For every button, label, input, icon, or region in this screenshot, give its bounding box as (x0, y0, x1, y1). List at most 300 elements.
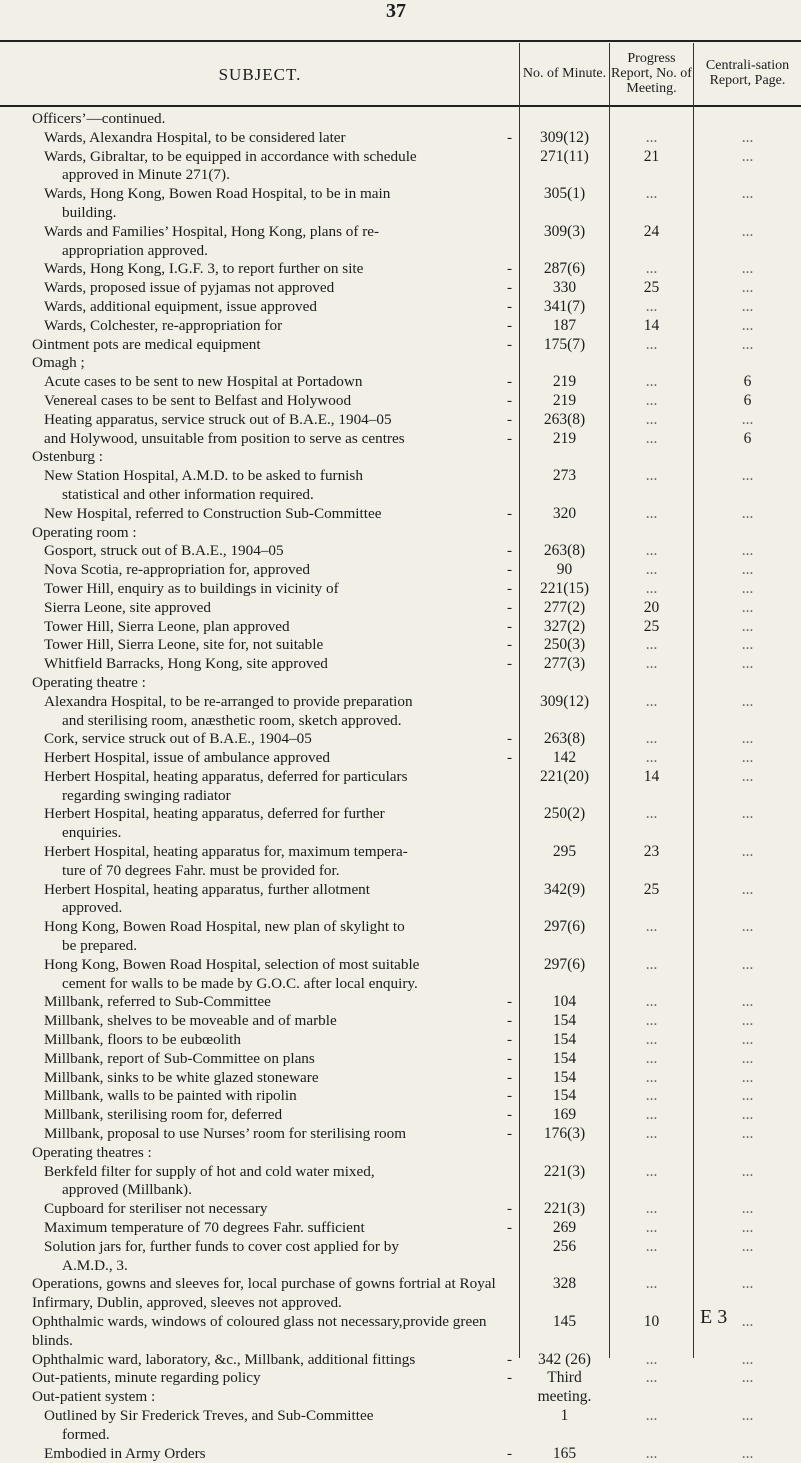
subject-text: Wards and Families’ Hospital, Hong Kong, plans of re- (44, 222, 380, 240)
progress-report-number: 24 (643, 222, 660, 240)
row-subject (0, 1445, 520, 1463)
row-subject (0, 129, 520, 148)
table-row (0, 918, 801, 956)
row-subject (0, 1275, 520, 1313)
row-subject (0, 1163, 520, 1201)
centralisation-page: ... (741, 993, 754, 1011)
table-row (0, 1238, 801, 1276)
subject-text: Ostenburg : (32, 448, 104, 466)
progress-report-number: ... (645, 1237, 658, 1255)
signature-mark: E 3 (700, 1306, 728, 1328)
minute-number: 330 (552, 279, 577, 297)
table-row (0, 1388, 801, 1407)
leader-dash: - (506, 1125, 512, 1143)
row-subject (0, 993, 520, 1012)
table-row (0, 129, 801, 148)
centralisation-page: ... (741, 1444, 754, 1462)
row-subject (0, 843, 520, 881)
centralisation-page: ... (741, 185, 754, 203)
row-subject (0, 336, 520, 355)
leader-dash: - (506, 542, 512, 560)
leader-dash: - (506, 410, 512, 428)
centralisation-page: ... (741, 467, 754, 485)
row-subject (0, 260, 520, 279)
subject-text: Venereal cases to be sent to Belfast and Holywood (44, 391, 352, 409)
minute-number: 221(3) (543, 1200, 586, 1218)
centralisation-page: ... (741, 1106, 754, 1124)
minute-number: 154 (552, 1049, 577, 1067)
row-subject (0, 148, 520, 186)
subject-text: Out-patient system : (32, 1388, 156, 1406)
subject-continuation: building. (62, 203, 117, 221)
leader-dash: - (506, 504, 512, 522)
row-subject (0, 430, 520, 449)
progress-report-number: ... (645, 1350, 658, 1368)
row-subject (0, 373, 520, 392)
table-header (0, 43, 801, 105)
row-subject (0, 1087, 520, 1106)
minute-number: 263(8) (543, 542, 586, 560)
table-row (0, 580, 801, 599)
minute-number: 297(6) (543, 918, 586, 936)
subject-continuation: trial at Royal Infirmary, Dublin, approved, sleeves not approved. (32, 1275, 496, 1312)
minute-number: 327(2) (543, 617, 586, 635)
subject-continuation: approved (Millbank). (62, 1181, 192, 1199)
table-row (0, 373, 801, 392)
progress-report-number: ... (645, 410, 658, 428)
row-subject (0, 1369, 520, 1388)
centralisation-page: ... (741, 955, 754, 973)
progress-report-number: ... (645, 185, 658, 203)
minute-number: 309(12) (539, 692, 590, 710)
progress-report-number: ... (645, 805, 658, 823)
table-row (0, 392, 801, 411)
subject-continuation: statistical and other information required. (62, 485, 314, 503)
minute-number: 250(2) (543, 805, 586, 823)
leader-dash: - (506, 1068, 512, 1086)
centralisation-page: ... (741, 1219, 754, 1237)
table-row (0, 185, 801, 223)
row-subject (0, 693, 520, 731)
leader-dash: - (506, 1106, 512, 1124)
leader-dash: - (506, 617, 512, 635)
minute-number: 221(3) (543, 1162, 586, 1180)
leader-dash: - (506, 730, 512, 748)
subject-text: Millbank, report of Sub-Committee on plans (44, 1049, 315, 1067)
minute-number: 154 (552, 1031, 577, 1049)
centralisation-page: ... (741, 1068, 754, 1086)
subject-text: Wards, additional equipment, issue approved (44, 297, 317, 315)
subject-text: Operating theatres : (32, 1143, 152, 1161)
subject-text: Wards, proposed issue of pyjamas not approved (44, 279, 335, 297)
leader-dash: - (506, 636, 512, 654)
minute-number: 154 (552, 1087, 577, 1105)
subject-text: Herbert Hospital, heating apparatus, deferred for further (44, 805, 385, 823)
minute-number: 250(3) (543, 636, 586, 654)
row-subject (0, 1125, 520, 1144)
subject-text: Berkfeld filter for supply of hot and cold water mixed, (44, 1162, 375, 1180)
subject-text: Herbert Hospital, heating apparatus for, maximum tempera- (44, 843, 408, 861)
header-minute: No. of Minute. (522, 65, 607, 81)
subject-text: Out-patients, minute regarding policy (32, 1369, 261, 1387)
table-row (0, 110, 801, 129)
row-subject (0, 317, 520, 336)
minute-number: 169 (552, 1106, 577, 1124)
leader-dash: - (506, 1369, 512, 1387)
progress-report-number: ... (645, 1369, 658, 1387)
subject-text: Alexandra Hospital, to be re-arranged to provide preparation (44, 692, 413, 710)
centralisation-page: ... (741, 1049, 754, 1067)
table-row (0, 1313, 801, 1351)
centralisation-page: ... (741, 504, 754, 522)
centralisation-page: 6 (743, 391, 752, 409)
table-row (0, 993, 801, 1012)
subject-text: Millbank, proposal to use Nurses’ room for sterilising room (44, 1125, 407, 1143)
leader-dash: - (506, 1219, 512, 1237)
leader-dash: - (506, 279, 512, 297)
progress-report-number: 10 (643, 1313, 660, 1330)
table-row (0, 843, 801, 881)
leader-dash: - (506, 391, 512, 409)
minute-number: 320 (552, 504, 577, 522)
subject-continuation: cement for walls to be made by G.O.C. after local enquiry. (62, 974, 418, 992)
subject-text: Wards, Hong Kong, Bowen Road Hospital, to be in main (44, 185, 391, 203)
centralisation-page: ... (741, 1275, 754, 1293)
table-row (0, 1125, 801, 1144)
row-subject (0, 505, 520, 524)
centralisation-page: ... (741, 1012, 754, 1030)
table-row (0, 768, 801, 806)
subject-text: Tower Hill, Sierra Leone, plan approved (44, 617, 290, 635)
progress-report-number: ... (645, 542, 658, 560)
row-subject (0, 749, 520, 768)
centralisation-page: ... (741, 598, 754, 616)
progress-report-number: ... (645, 561, 658, 579)
table-row (0, 411, 801, 430)
subject-continuation: approved. (62, 899, 123, 917)
table-row (0, 148, 801, 186)
row-subject (0, 1144, 520, 1163)
progress-report-number: ... (645, 749, 658, 767)
subject-text: Nova Scotia, re-appropriation for, approved (44, 561, 310, 579)
row-subject (0, 618, 520, 637)
leader-dash: - (506, 1087, 512, 1105)
centralisation-page: ... (741, 1087, 754, 1105)
row-subject (0, 655, 520, 674)
progress-report-number: ... (645, 955, 658, 973)
row-subject (0, 768, 520, 806)
row-subject (0, 110, 520, 129)
table-row (0, 317, 801, 336)
table-row (0, 599, 801, 618)
subject-text: New Hospital, referred to Construction Sub-Committee (44, 504, 382, 522)
centralisation-page: ... (741, 692, 754, 710)
centralisation-page: ... (741, 561, 754, 579)
row-subject (0, 448, 520, 467)
subject-text: Operating theatre : (32, 673, 146, 691)
centralisation-page: ... (741, 1369, 754, 1387)
progress-report-number: ... (645, 1162, 658, 1180)
centralisation-page: ... (741, 1350, 754, 1368)
minute-number: 263(8) (543, 730, 586, 748)
row-subject (0, 730, 520, 749)
table-row (0, 693, 801, 731)
subject-text: Operating room : (32, 523, 137, 541)
row-subject (0, 636, 520, 655)
subject-continuation: be prepared. (62, 937, 138, 955)
leader-dash: - (506, 373, 512, 391)
table-row (0, 655, 801, 674)
table-row (0, 467, 801, 505)
subject-text: Embodied in Army Orders (44, 1444, 206, 1462)
progress-report-number: 25 (643, 617, 660, 635)
leader-dash: - (506, 1012, 512, 1030)
leader-dash: - (506, 749, 512, 767)
minute-number: 154 (552, 1012, 577, 1030)
minute-number: 104 (552, 993, 577, 1011)
row-subject (0, 1012, 520, 1031)
table-row (0, 260, 801, 279)
leader-dash: - (506, 1350, 512, 1368)
subject-text: and Holywood, unsuitable from position to serve as centres (44, 429, 405, 447)
header-progress: Progress Report, No. of Meeting. (611, 50, 692, 96)
table-row (0, 1163, 801, 1201)
centralisation-page: ... (741, 279, 754, 297)
table-row (0, 1069, 801, 1088)
table-row (0, 1219, 801, 1238)
centralisation-page: ... (741, 297, 754, 315)
progress-report-number: 14 (643, 767, 660, 785)
minute-number: 342(9) (543, 880, 586, 898)
table-row (0, 430, 801, 449)
leader-dash: - (506, 335, 512, 353)
table-row (0, 448, 801, 467)
leader-dash: - (506, 1200, 512, 1218)
top-rule (0, 40, 801, 42)
centralisation-page: ... (741, 767, 754, 785)
progress-report-number: ... (645, 504, 658, 522)
subject-text: Ophthalmic ward, laboratory, &c., Millbank, additional fittings (32, 1350, 416, 1368)
table-row (0, 505, 801, 524)
leader-dash: - (506, 297, 512, 315)
row-subject (0, 1388, 520, 1407)
progress-report-number: ... (645, 1200, 658, 1218)
leader-dash: - (506, 429, 512, 447)
progress-report-number: ... (645, 391, 658, 409)
subject-text: Gosport, struck out of B.A.E., 1904–05 (44, 542, 284, 560)
row-subject (0, 223, 520, 261)
subject-continuation: and sterilising room, anæsthetic room, sketch approved. (62, 711, 402, 729)
subject-text: Tower Hill, enquiry as to buildings in vicinity of (44, 579, 339, 597)
minute-number: 219 (552, 373, 577, 391)
centralisation-page: ... (741, 128, 754, 146)
subject-text: Hong Kong, Bowen Road Hospital, new plan of skylight to (44, 918, 405, 936)
leader-dash: - (506, 1031, 512, 1049)
progress-report-number: ... (645, 1125, 658, 1143)
subject-text: Millbank, sinks to be white glazed stoneware (44, 1068, 319, 1086)
row-subject (0, 1313, 520, 1351)
table-row (0, 1200, 801, 1219)
minute-number: 263(8) (543, 410, 586, 428)
progress-report-number: 21 (643, 147, 660, 165)
progress-report-number: ... (645, 1049, 658, 1067)
progress-report-number: ... (645, 335, 658, 353)
leader-dash: - (506, 316, 512, 334)
subject-text: Solution jars for, further funds to cover cost applied for by (44, 1237, 399, 1255)
progress-report-number: ... (645, 297, 658, 315)
row-subject (0, 1238, 520, 1276)
centralisation-page: ... (741, 1406, 754, 1424)
progress-report-number: 25 (643, 279, 660, 297)
table-row (0, 279, 801, 298)
centralisation-page: ... (741, 335, 754, 353)
table-row (0, 1351, 801, 1370)
subject-text: Millbank, floors to be eubœolith (44, 1031, 241, 1049)
progress-report-number: ... (645, 579, 658, 597)
subject-continuation: formed. (62, 1425, 110, 1443)
progress-report-number: ... (645, 1106, 658, 1124)
minute-number: 277(2) (543, 598, 586, 616)
table-row (0, 805, 801, 843)
subject-text: Millbank, sterilising room for, deferred (44, 1106, 283, 1124)
centralisation-page: ... (741, 1162, 754, 1180)
minute-number: 328 (552, 1275, 577, 1293)
minute-number: 219 (552, 391, 577, 409)
progress-report-number: 25 (643, 880, 660, 898)
row-subject (0, 1069, 520, 1088)
progress-report-number: ... (645, 429, 658, 447)
row-subject (0, 1407, 520, 1445)
table-row (0, 1445, 801, 1463)
table-row (0, 881, 801, 919)
table-row (0, 223, 801, 261)
centralisation-page: ... (741, 542, 754, 560)
centralisation-page: ... (741, 730, 754, 748)
row-subject (0, 467, 520, 505)
centralisation-page: ... (741, 843, 754, 861)
centralisation-page: ... (741, 1200, 754, 1218)
minute-number: 221(15) (539, 579, 590, 597)
subject-text: Heating apparatus, service struck out of B.A.E., 1904–05 (44, 410, 392, 428)
subject-text: Acute cases to be sent to new Hospital at Portadown (44, 373, 363, 391)
table-row (0, 524, 801, 543)
centralisation-page: ... (741, 617, 754, 635)
subject-continuation: provide green blinds. (32, 1313, 487, 1349)
subject-text: Wards, Hong Kong, I.G.F. 3, to report further on site (44, 260, 364, 278)
leader-dash: - (506, 993, 512, 1011)
progress-report-number: 23 (643, 843, 660, 861)
row-subject (0, 354, 520, 373)
minute-number: 176(3) (543, 1125, 586, 1143)
centralisation-page: ... (741, 1125, 754, 1143)
centralisation-page: ... (741, 880, 754, 898)
progress-report-number: ... (645, 692, 658, 710)
subject-text: Maximum temperature of 70 degrees Fahr. sufficient (44, 1219, 365, 1237)
minute-number: 269 (552, 1219, 577, 1237)
minute-number: 309(3) (543, 222, 586, 240)
progress-report-number: ... (645, 1406, 658, 1424)
progress-report-number: ... (645, 1012, 658, 1030)
subject-text: Millbank, shelves to be moveable and of marble (44, 1012, 337, 1030)
subject-text: Ointment pots are medical equipment (32, 335, 261, 353)
subject-text: Hong Kong, Bowen Road Hospital, selection of most suitable (44, 955, 420, 973)
subject-text: Herbert Hospital, heating apparatus, further allotment (44, 880, 370, 898)
progress-report-number: ... (645, 1031, 658, 1049)
progress-report-number: ... (645, 373, 658, 391)
progress-report-number: ... (645, 993, 658, 1011)
progress-report-number: ... (645, 730, 658, 748)
row-subject (0, 1219, 520, 1238)
header-rule (0, 105, 801, 107)
subject-text: Omagh ; (32, 354, 85, 372)
progress-report-number: ... (645, 467, 658, 485)
centralisation-page: ... (741, 749, 754, 767)
progress-report-number: ... (645, 1087, 658, 1105)
progress-report-number: ... (645, 1444, 658, 1462)
row-subject (0, 279, 520, 298)
subject-continuation: A.M.D., 3. (62, 1256, 128, 1274)
table-row (0, 561, 801, 580)
minute-number: 165 (552, 1444, 577, 1462)
subject-text: Whitfield Barracks, Hong Kong, site approved (44, 655, 328, 673)
centralisation-page: ... (741, 579, 754, 597)
table-row (0, 674, 801, 693)
row-subject (0, 599, 520, 618)
leader-dash: - (506, 655, 512, 673)
leader-dash: - (506, 561, 512, 579)
row-subject (0, 1106, 520, 1125)
progress-report-number: ... (645, 1275, 658, 1293)
subject-text: Wards, Gibraltar, to be equipped in accordance with schedule (44, 147, 417, 165)
row-subject (0, 805, 520, 843)
centralisation-page: ... (741, 1313, 754, 1330)
progress-report-number: ... (645, 636, 658, 654)
subject-text: Herbert Hospital, issue of ambulance approved (44, 749, 330, 767)
centralisation-page: ... (741, 147, 754, 165)
table-row (0, 354, 801, 373)
minute-number: 273 (552, 467, 577, 485)
minute-number: 277(3) (543, 655, 586, 673)
minute-number: 341(7) (543, 297, 586, 315)
row-subject (0, 918, 520, 956)
table-row (0, 749, 801, 768)
table-row (0, 1144, 801, 1163)
page-number: 37 (386, 0, 406, 22)
row-subject (0, 392, 520, 411)
subject-continuation: regarding swinging radiator (62, 786, 231, 804)
minute-number: 297(6) (543, 955, 586, 973)
subject-text: Millbank, referred to Sub-Committee (44, 993, 271, 1011)
progress-report-number: ... (645, 128, 658, 146)
table-row (0, 956, 801, 994)
progress-report-number: 14 (643, 316, 660, 334)
leader-dash: - (506, 1049, 512, 1067)
row-subject (0, 524, 520, 543)
subject-text: New Station Hospital, A.M.D. to be asked to furnish (44, 467, 363, 485)
table-row (0, 618, 801, 637)
progress-report-number: ... (645, 260, 658, 278)
subject-continuation: approved in Minute 271(7). (62, 166, 230, 184)
row-subject (0, 561, 520, 580)
subject-text: Outlined by Sir Frederick Treves, and Sub-Committee (44, 1406, 374, 1424)
table-row (0, 1012, 801, 1031)
minute-number: Third meeting. (537, 1369, 592, 1406)
table-row (0, 730, 801, 749)
table-row (0, 542, 801, 561)
leader-dash: - (506, 598, 512, 616)
progress-report-number: 20 (643, 598, 660, 616)
row-subject (0, 1050, 520, 1069)
